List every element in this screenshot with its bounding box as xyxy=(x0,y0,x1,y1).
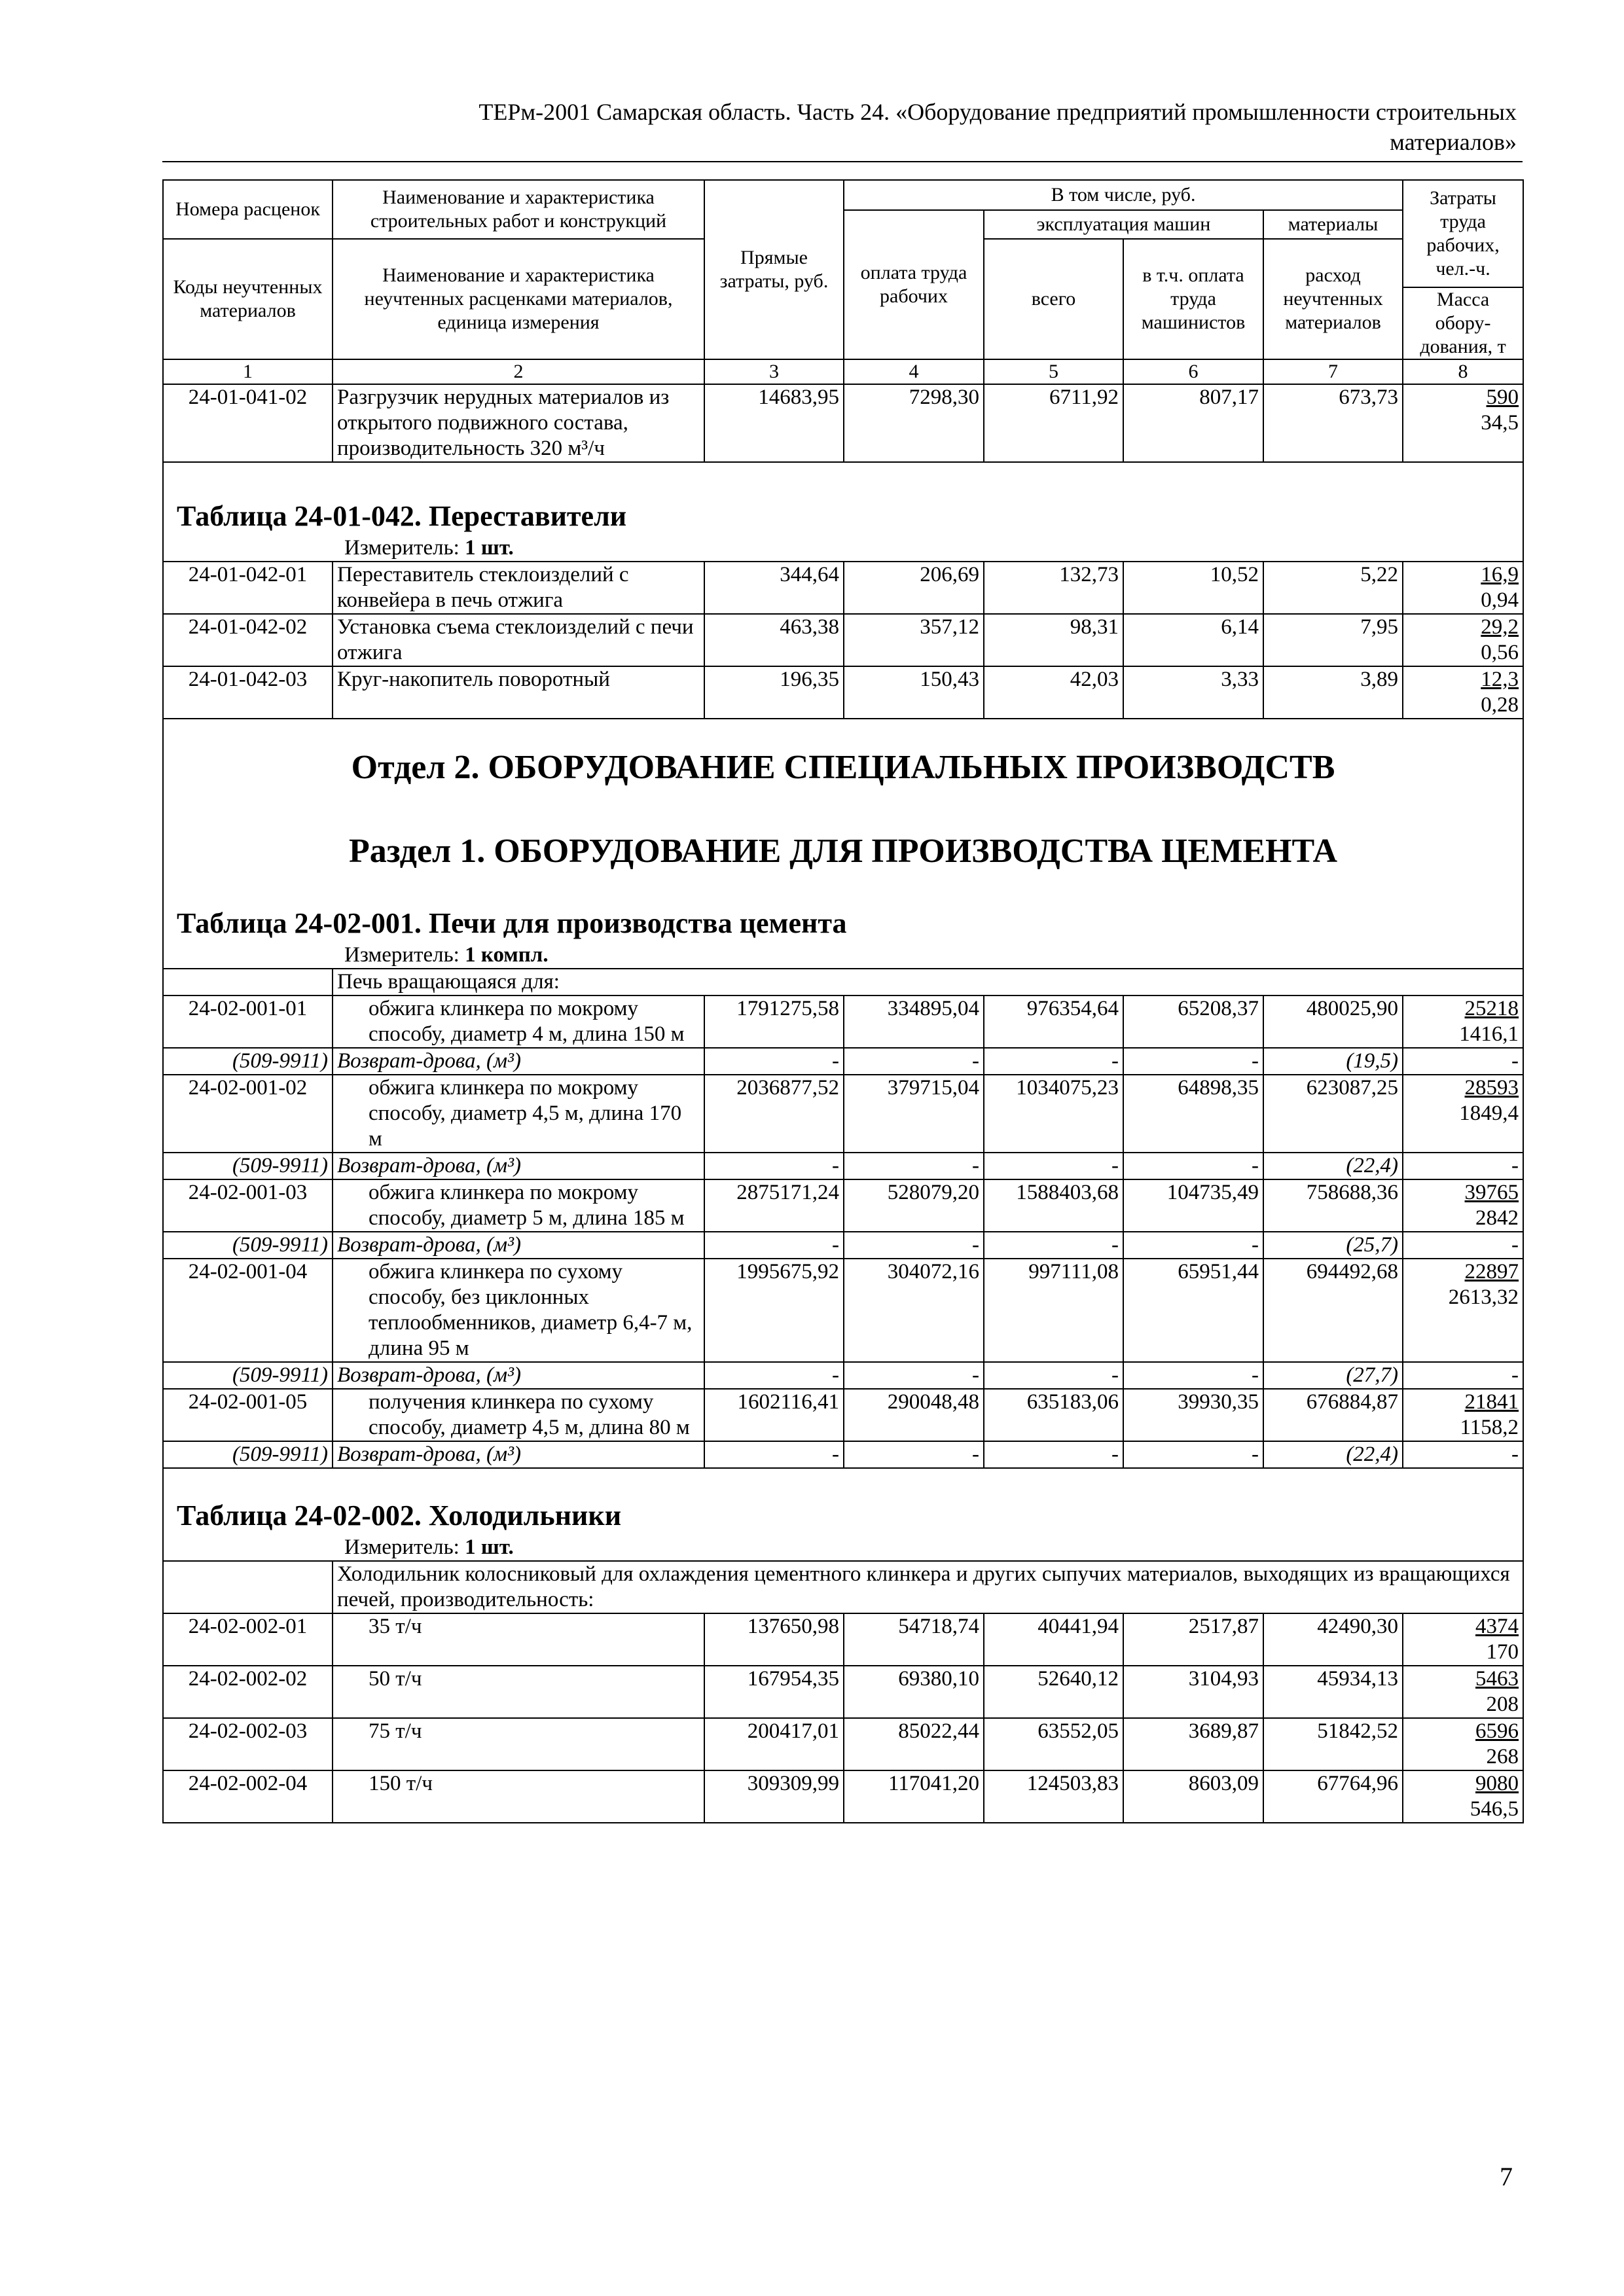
material-name: Возврат-дрова, (м³) xyxy=(333,1232,704,1259)
price-table xyxy=(162,179,1524,1823)
row-code: 24-02-001-05 xyxy=(163,1389,333,1441)
table-row xyxy=(163,614,1523,666)
col-num-6: 6 xyxy=(1123,359,1263,384)
direct-cost: 1791275,58 xyxy=(704,996,844,1048)
col-num-3: 3 xyxy=(704,359,844,384)
equipment-mass: 546,5 xyxy=(1470,1797,1519,1821)
header-rule xyxy=(162,161,1523,162)
labor-pay: 7298,30 xyxy=(844,384,984,462)
dash: - xyxy=(1403,1232,1523,1259)
material-code: (509-9911) xyxy=(163,1441,333,1468)
table-row xyxy=(163,1259,1523,1362)
machines-total: 124503,83 xyxy=(984,1770,1123,1823)
direct-cost: 463,38 xyxy=(704,614,844,666)
hdr-name-top: Наименование и характеристика строительных работ и конструкций xyxy=(333,180,704,239)
machinist-pay: 39930,35 xyxy=(1123,1389,1263,1441)
machinist-pay: 10,52 xyxy=(1123,562,1263,614)
hdr-direct-costs: Прямые затраты, руб. xyxy=(704,180,844,359)
labor-pay: 206,69 xyxy=(844,562,984,614)
material-consumption: (27,7) xyxy=(1263,1362,1403,1389)
hdr-labor-pay: оплата труда рабочих xyxy=(844,210,984,359)
row-name: 50 т/ч xyxy=(333,1666,704,1718)
labor-pay: 150,43 xyxy=(844,666,984,719)
dash: - xyxy=(1403,1441,1523,1468)
machines-total: 98,31 xyxy=(984,614,1123,666)
labor-hours: 22897 xyxy=(1464,1260,1519,1283)
equipment-mass: 2842 xyxy=(1475,1206,1519,1230)
direct-cost: 14683,95 xyxy=(704,384,844,462)
row-code: 24-01-042-03 xyxy=(163,666,333,719)
row-name: 75 т/ч xyxy=(333,1718,704,1770)
direct-cost: 309309,99 xyxy=(704,1770,844,1823)
hdr-materials-consumption: расход неучтенных материалов xyxy=(1263,239,1403,359)
table-001-measure xyxy=(164,942,1523,968)
labor-pay: 334895,04 xyxy=(844,996,984,1048)
table-042-title: Таблица 24-01-042. Переставители xyxy=(177,500,627,532)
equipment-mass: 208 xyxy=(1486,1693,1519,1716)
material-name: Возврат-дрова, (м³) xyxy=(333,1048,704,1075)
department-title: Отдел 2. ОБОРУДОВАНИЕ СПЕЦИАЛЬНЫХ ПРОИЗВОДСТВ xyxy=(351,749,1335,786)
direct-cost: 200417,01 xyxy=(704,1718,844,1770)
materials-cost: 694492,68 xyxy=(1263,1259,1403,1362)
dash: - xyxy=(704,1153,844,1179)
department-heading-block xyxy=(163,719,1523,969)
dash: - xyxy=(844,1048,984,1075)
dash: - xyxy=(1123,1048,1263,1075)
labor-hours: 39765 xyxy=(1464,1181,1519,1204)
measure-label: Измеритель: xyxy=(344,943,460,967)
machines-total: 976354,64 xyxy=(984,996,1123,1048)
direct-cost: 137650,98 xyxy=(704,1613,844,1666)
material-row xyxy=(163,1441,1523,1468)
labor-pay: 528079,20 xyxy=(844,1179,984,1232)
dash: - xyxy=(844,1232,984,1259)
row-code: 24-02-002-02 xyxy=(163,1666,333,1718)
material-code: (509-9911) xyxy=(163,1153,333,1179)
material-name: Возврат-дрова, (м³) xyxy=(333,1441,704,1468)
measure-value: 1 шт. xyxy=(465,536,514,560)
hdr-unaccounted-materials-codes: Коды неучтенных материалов xyxy=(163,239,333,359)
labor-hours: 6596 xyxy=(1475,1719,1519,1743)
header-line-2: материалов» xyxy=(1390,129,1517,155)
table-042-measure xyxy=(164,535,1523,561)
dash: - xyxy=(984,1048,1123,1075)
dash: - xyxy=(704,1232,844,1259)
row-code: 24-02-002-01 xyxy=(163,1613,333,1666)
row-code: 24-02-001-02 xyxy=(163,1075,333,1153)
labor-pay: 117041,20 xyxy=(844,1770,984,1823)
direct-cost: 196,35 xyxy=(704,666,844,719)
direct-cost: 1602116,41 xyxy=(704,1389,844,1441)
table-row xyxy=(163,562,1523,614)
measure-label: Измеритель: xyxy=(344,536,460,560)
dash: - xyxy=(1403,1362,1523,1389)
equipment-mass: 0,94 xyxy=(1481,588,1519,612)
material-code: (509-9911) xyxy=(163,1232,333,1259)
material-row xyxy=(163,1362,1523,1389)
materials-cost: 3,89 xyxy=(1263,666,1403,719)
labor-pay: 69380,10 xyxy=(844,1666,984,1718)
machinist-pay: 8603,09 xyxy=(1123,1770,1263,1823)
measure-value: 1 шт. xyxy=(465,1535,514,1559)
col-num-8: 8 xyxy=(1403,359,1523,384)
dash: - xyxy=(1123,1441,1263,1468)
labor-hours: 590 xyxy=(1486,386,1519,409)
row-name: 150 т/ч xyxy=(333,1770,704,1823)
dash: - xyxy=(1123,1232,1263,1259)
dash: - xyxy=(984,1441,1123,1468)
dash: - xyxy=(984,1232,1123,1259)
table-row xyxy=(163,1613,1523,1666)
direct-cost: 344,64 xyxy=(704,562,844,614)
machinist-pay: 104735,49 xyxy=(1123,1179,1263,1232)
dash: - xyxy=(844,1441,984,1468)
machinist-pay: 6,14 xyxy=(1123,614,1263,666)
row-name: 35 т/ч xyxy=(333,1613,704,1666)
material-consumption: (22,4) xyxy=(1263,1441,1403,1468)
machines-total: 52640,12 xyxy=(984,1666,1123,1718)
machines-total: 1588403,68 xyxy=(984,1179,1123,1232)
labor-hours: 4374 xyxy=(1475,1615,1519,1638)
dash: - xyxy=(984,1362,1123,1389)
dash: - xyxy=(1123,1362,1263,1389)
page-number: 7 xyxy=(1500,2162,1513,2191)
labor-hours: 5463 xyxy=(1475,1667,1519,1691)
table-002-title: Таблица 24-02-002. Холодильники xyxy=(177,1499,622,1532)
material-name: Возврат-дрова, (м³) xyxy=(333,1153,704,1179)
col-num-2: 2 xyxy=(333,359,704,384)
labor-hours: 29,2 xyxy=(1481,615,1519,639)
table-row xyxy=(163,1770,1523,1823)
labor-pay: 304072,16 xyxy=(844,1259,984,1362)
table-row xyxy=(163,1075,1523,1153)
labor-hours: 16,9 xyxy=(1481,563,1519,586)
material-consumption: (19,5) xyxy=(1263,1048,1403,1075)
hdr-code-top: Номера расценок xyxy=(163,180,333,239)
table-002-heading xyxy=(163,1468,1523,1561)
row-name: обжига клинкера по мокрому способу, диаметр 5 м, длина 185 м xyxy=(333,1179,704,1232)
equipment-mass: 2613,32 xyxy=(1448,1285,1519,1309)
materials-cost: 7,95 xyxy=(1263,614,1403,666)
materials-cost: 623087,25 xyxy=(1263,1075,1403,1153)
dash: - xyxy=(704,1362,844,1389)
table-row xyxy=(163,384,1523,462)
equipment-mass: 0,56 xyxy=(1481,641,1519,664)
direct-cost: 1995675,92 xyxy=(704,1259,844,1362)
equipment-mass: 1158,2 xyxy=(1460,1416,1519,1439)
materials-cost: 758688,36 xyxy=(1263,1179,1403,1232)
machinist-pay: 2517,87 xyxy=(1123,1613,1263,1666)
machinist-pay: 64898,35 xyxy=(1123,1075,1263,1153)
machinist-pay: 3689,87 xyxy=(1123,1718,1263,1770)
materials-cost: 676884,87 xyxy=(1263,1389,1403,1441)
measure-value: 1 компл. xyxy=(465,943,549,967)
col-num-5: 5 xyxy=(984,359,1123,384)
machines-total: 997111,08 xyxy=(984,1259,1123,1362)
col-num-7: 7 xyxy=(1263,359,1403,384)
col-num-4: 4 xyxy=(844,359,984,384)
machinist-pay: 807,17 xyxy=(1123,384,1263,462)
header-line-1: ТЕРм-2001 Самарская область. Часть 24. «Оборудование предприятий промышленности строительных xyxy=(478,99,1517,125)
row-name: обжига клинкера по мокрому способу, диаметр 4 м, длина 150 м xyxy=(333,996,704,1048)
labor-pay: 357,12 xyxy=(844,614,984,666)
hdr-labor-hours: Затраты труда рабочих, чел.-ч. xyxy=(1403,180,1523,287)
material-consumption: (22,4) xyxy=(1263,1153,1403,1179)
dash: - xyxy=(844,1362,984,1389)
equipment-mass: 268 xyxy=(1486,1745,1519,1768)
table-001-title: Таблица 24-02-001. Печи для производства цемента xyxy=(177,907,847,939)
direct-cost: 167954,35 xyxy=(704,1666,844,1718)
labor-pay: 85022,44 xyxy=(844,1718,984,1770)
materials-cost: 42490,30 xyxy=(1263,1613,1403,1666)
dash: - xyxy=(1403,1153,1523,1179)
section-title: Раздел 1. ОБОРУДОВАНИЕ ДЛЯ ПРОИЗВОДСТВА ЦЕМЕНТА xyxy=(348,833,1338,870)
hdr-materials: материалы xyxy=(1263,210,1403,239)
row-code: 24-02-001-04 xyxy=(163,1259,333,1362)
equipment-mass: 1416,1 xyxy=(1459,1022,1519,1046)
table-row xyxy=(163,1666,1523,1718)
table-row xyxy=(163,996,1523,1048)
machines-total: 132,73 xyxy=(984,562,1123,614)
table-row xyxy=(163,1179,1523,1232)
direct-cost: 2875171,24 xyxy=(704,1179,844,1232)
row-name: Круг-накопитель поворотный xyxy=(333,666,704,719)
material-row xyxy=(163,1232,1523,1259)
row-code: 24-01-042-01 xyxy=(163,562,333,614)
row-code: 24-02-001-01 xyxy=(163,996,333,1048)
machines-total: 63552,05 xyxy=(984,1718,1123,1770)
dash: - xyxy=(704,1441,844,1468)
machines-total: 1034075,23 xyxy=(984,1075,1123,1153)
equipment-mass: 34,5 xyxy=(1481,411,1519,435)
dash: - xyxy=(1403,1048,1523,1075)
table-042-heading xyxy=(163,462,1523,562)
dash: - xyxy=(984,1153,1123,1179)
dash: - xyxy=(844,1153,984,1179)
row-name: обжига клинкера по сухому способу, без циклонных теплообменников, диаметр 6,4-7 м, длина 95 м xyxy=(333,1259,704,1362)
materials-cost: 5,22 xyxy=(1263,562,1403,614)
row-code: 24-01-041-02 xyxy=(163,384,333,462)
machinist-pay: 3,33 xyxy=(1123,666,1263,719)
labor-hours: 28593 xyxy=(1464,1076,1519,1100)
running-header xyxy=(167,97,1517,157)
hdr-unaccounted-materials-names: Наименование и характеристика неучтенных расценками материалов, единица измерения xyxy=(333,239,704,359)
row-code: 24-01-042-02 xyxy=(163,614,333,666)
labor-hours: 9080 xyxy=(1475,1772,1519,1795)
equipment-mass: 0,28 xyxy=(1481,693,1519,717)
row-code: 24-02-001-03 xyxy=(163,1179,333,1232)
machinist-pay: 3104,93 xyxy=(1123,1666,1263,1718)
labor-hours: 21841 xyxy=(1464,1390,1519,1414)
material-consumption: (25,7) xyxy=(1263,1232,1403,1259)
row-name: обжига клинкера по мокрому способу, диаметр 4,5 м, длина 170 м xyxy=(333,1075,704,1153)
machines-total: 40441,94 xyxy=(984,1613,1123,1666)
material-code: (509-9911) xyxy=(163,1362,333,1389)
materials-cost: 673,73 xyxy=(1263,384,1403,462)
row-name: Переставитель стеклоизделий с конвейера в печь отжига xyxy=(333,562,704,614)
col-num-1: 1 xyxy=(163,359,333,384)
hdr-including: В том числе, руб. xyxy=(844,180,1403,210)
labor-pay: 379715,04 xyxy=(844,1075,984,1153)
machinist-pay: 65951,44 xyxy=(1123,1259,1263,1362)
row-code: 24-02-002-04 xyxy=(163,1770,333,1823)
column-numbers xyxy=(163,359,1523,384)
hdr-machines-total: всего xyxy=(984,239,1123,359)
dash: - xyxy=(704,1048,844,1075)
machines-total: 6711,92 xyxy=(984,384,1123,462)
material-row xyxy=(163,1048,1523,1075)
material-name: Возврат-дрова, (м³) xyxy=(333,1362,704,1389)
labor-pay: 54718,74 xyxy=(844,1613,984,1666)
labor-hours: 12,3 xyxy=(1481,668,1519,691)
equipment-mass: 170 xyxy=(1486,1640,1519,1664)
dash: - xyxy=(1123,1153,1263,1179)
material-row xyxy=(163,1153,1523,1179)
table-row xyxy=(163,1718,1523,1770)
machines-total: 42,03 xyxy=(984,666,1123,719)
machines-total: 635183,06 xyxy=(984,1389,1123,1441)
hdr-machines: эксплуатация машин xyxy=(984,210,1263,239)
table-row xyxy=(163,1389,1523,1441)
materials-cost: 480025,90 xyxy=(1263,996,1403,1048)
labor-pay: 290048,48 xyxy=(844,1389,984,1441)
hdr-machinist-pay: в т.ч. оплата труда машинистов xyxy=(1123,239,1263,359)
machinist-pay: 65208,37 xyxy=(1123,996,1263,1048)
table-row xyxy=(163,666,1523,719)
hdr-equipment-mass: Масса обору-дования, т xyxy=(1403,287,1523,359)
materials-cost: 51842,52 xyxy=(1263,1718,1403,1770)
measure-label: Измеритель: xyxy=(344,1535,460,1559)
table-002-caption: Холодильник колосниковый для охлаждения цементного клинкера и других сыпучих материалов, выходящих из вращающихся печей, производительность: xyxy=(333,1561,1523,1613)
table-001-caption: Печь вращающаяся для: xyxy=(333,969,1523,996)
table-002-measure xyxy=(164,1534,1523,1560)
row-name: Разгрузчик нерудных материалов из открытого подвижного состава, производительность 320 м³/ч xyxy=(333,384,704,462)
row-name: Установка съема стеклоизделий с печи отжига xyxy=(333,614,704,666)
row-code: 24-02-002-03 xyxy=(163,1718,333,1770)
labor-hours: 25218 xyxy=(1464,997,1519,1020)
materials-cost: 45934,13 xyxy=(1263,1666,1403,1718)
equipment-mass: 1849,4 xyxy=(1459,1102,1519,1125)
materials-cost: 67764,96 xyxy=(1263,1770,1403,1823)
row-name: получения клинкера по сухому способу, диаметр 4,5 м, длина 80 м xyxy=(333,1389,704,1441)
direct-cost: 2036877,52 xyxy=(704,1075,844,1153)
material-code: (509-9911) xyxy=(163,1048,333,1075)
